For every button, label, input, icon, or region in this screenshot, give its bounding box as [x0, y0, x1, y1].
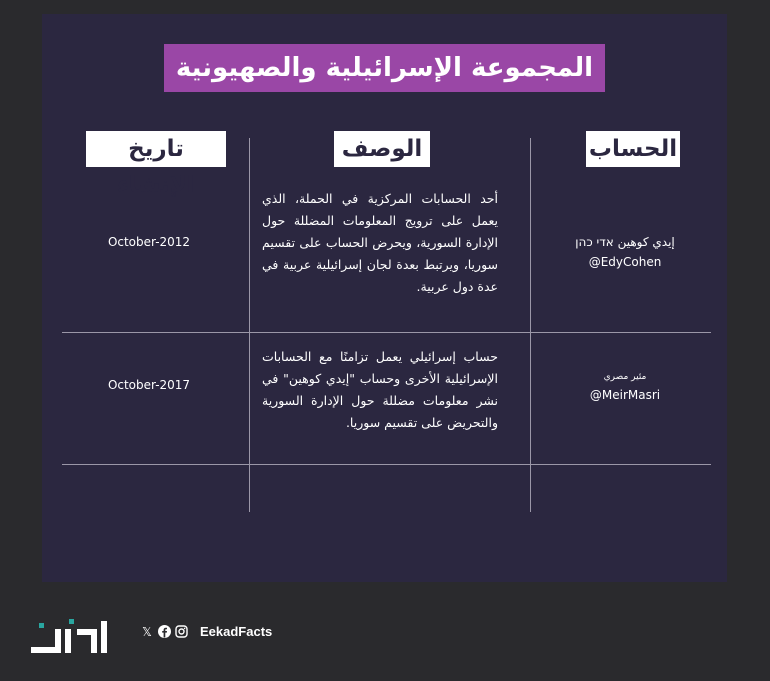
header-account: الحساب [586, 131, 680, 167]
account-name: إيدي كوهين אדי כהן [575, 235, 675, 249]
account-handle: @EdyCohen [588, 255, 662, 269]
row-created-date: October-2012 [107, 235, 191, 249]
table-row-account [560, 369, 690, 405]
table-row-account [560, 232, 690, 272]
row-created-date: October-2017 [107, 378, 191, 392]
column-divider [249, 138, 250, 512]
x-icon[interactable]: 𝕏 [142, 624, 152, 639]
facebook-icon[interactable] [158, 625, 171, 638]
header-description: الوصف [334, 131, 430, 167]
page-title: المجموعة الإسرائيلية والصهيونية [164, 44, 605, 92]
row-divider [62, 464, 711, 465]
social-links [140, 624, 272, 639]
column-divider [530, 138, 531, 512]
table-card [42, 14, 727, 582]
header-created: تاريخ الإنشاء [86, 131, 226, 167]
instagram-icon[interactable] [175, 625, 188, 638]
account-name: مئير مصري [603, 372, 647, 382]
row-divider [62, 332, 711, 333]
account-handle: @MeirMasri [589, 388, 661, 402]
row-description: أحد الحسابات المركزية في الحملة، الذي يعمل على ترويج المعلومات المضللة حول الإدارة السورية، ويحرض الحساب على تقسيم سوريا، ويرتبط بعدة لجان إسرائيلية عربية في عدة دول عربية. [262, 191, 498, 294]
row-description: حساب إسرائيلي يعمل تزامنًا مع الحسابات الإسرائيلية الأخرى وحساب "إيدي كوهين" في نشر معلومات مضللة حول الإدارة السورية والتحريض على تقسيم سوريا. [262, 349, 498, 430]
social-handle[interactable]: EekadFacts [200, 624, 273, 639]
eekad-logo [25, 617, 115, 655]
